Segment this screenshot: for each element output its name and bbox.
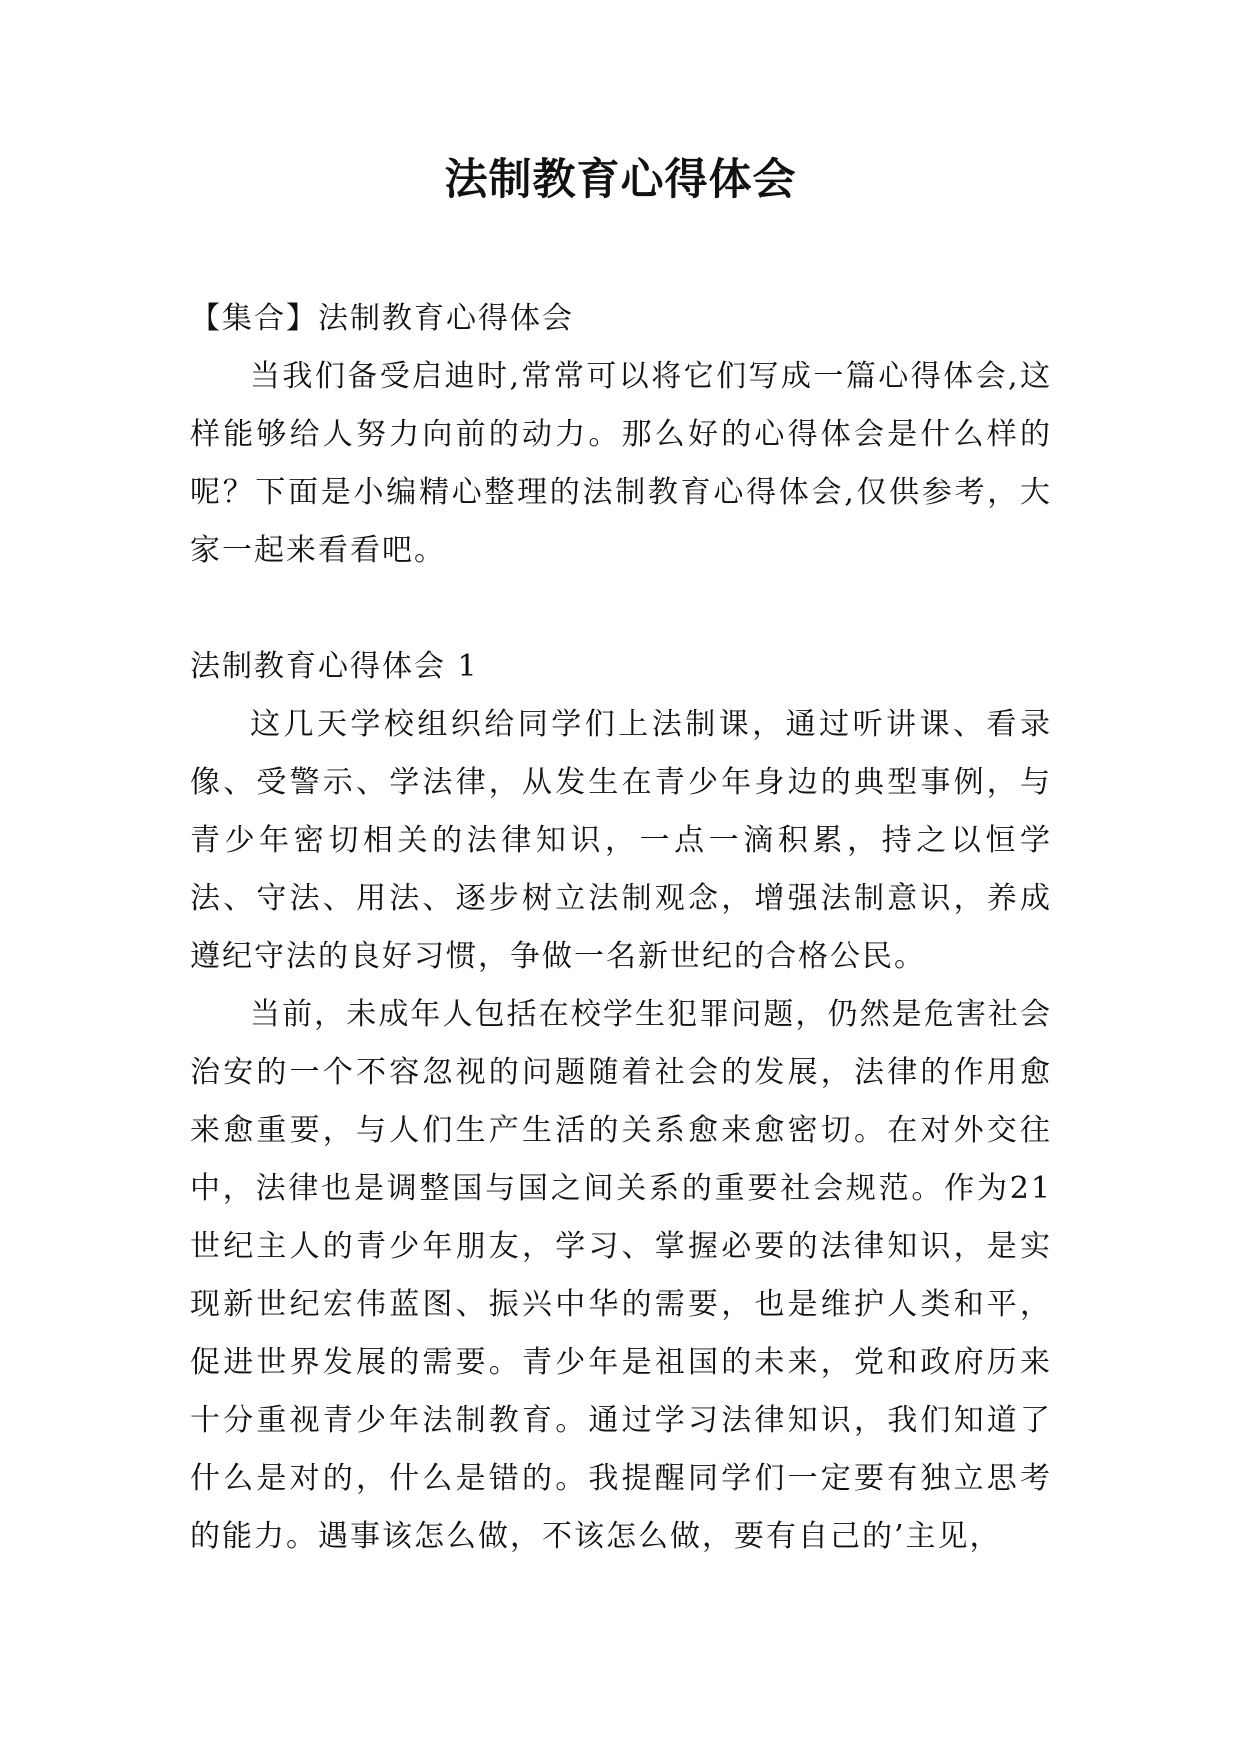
document-subtitle: 【集合】法制教育心得体会 (190, 301, 574, 336)
body-paragraph-2: 当前，未成年人包括在校学生犯罪问题，仍然是危害社会治安的一个不容忽视的问题随着社会的发展，法律的作用愈来愈重要，与人们生产生活的关系愈来愈密切。在对外交往中，法律也是调整国与国之间关系的重要社会规范。作为21世纪主人的青少年朋友，学习、掌握必要的法律知识，是实现新世纪宏伟蓝图、振兴中华的需要，也是维护人类和平，促进世界发展的需要。青少年是祖国的未来，党和政府历来十分重视青少年法制教育。通过学习法律知识，我们知道了什么是对的，什么是错的。我提醒同学们一定要有独立思考的能力。遇事该怎么做，不该怎么做，要有自己的’主见， (190, 997, 1052, 1554)
intro-paragraph: 当我们备受启迪时,常常可以将它们写成一篇心得体会,这样能够给人努力向前的动力。那么好的心得体会是什么样的呢？下面是小编精心整理的法制教育心得体会,仅供参考，大家一起来看看吧。 (190, 359, 1052, 568)
section-heading: 法制教育心得体会 1 (190, 649, 479, 684)
document-body (190, 290, 1052, 1566)
body-paragraph-1: 这几天学校组织给同学们上法制课，通过听讲课、看录像、受警示、学法律，从发生在青少年身边的典型事例，与青少年密切相关的法律知识，一点一滴积累，持之以恒学法、守法、用法、逐步树立法制观念，增强法制意识，养成遵纪守法的良好习惯，争做一名新世纪的合格公民。 (190, 707, 1052, 974)
document-title: 法制教育心得体会 (444, 155, 797, 205)
section-spacer (190, 580, 1052, 638)
